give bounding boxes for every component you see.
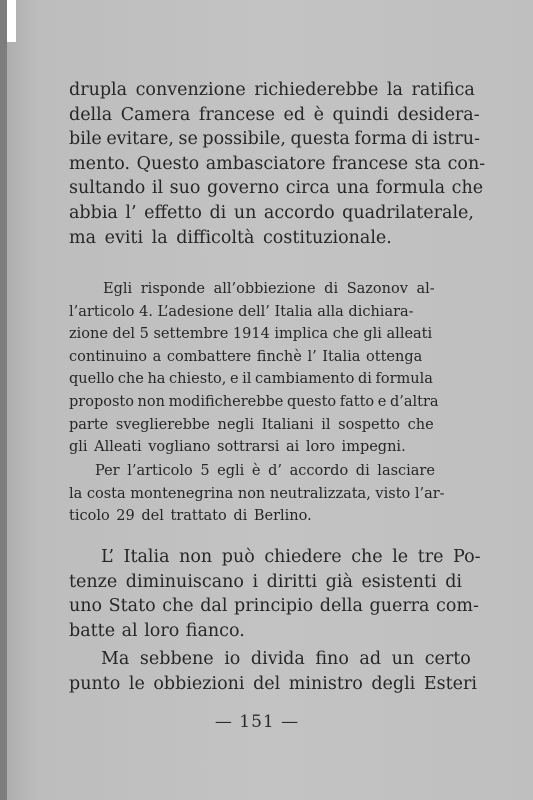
text-line: l’articolo 4. L’adesione dell’ Italia alla dichiara-	[69, 303, 414, 320]
text-line: Ma sebbene io divida fino ad un certo	[101, 649, 471, 669]
text-line: sultando il suo governo circa una formula che	[69, 178, 484, 199]
text-line: proposto non modificherebbe questo fatto e d’altra	[69, 393, 439, 410]
text-line: gli Alleati vogliano sottrarsi ai loro impegni.	[69, 439, 406, 456]
text-line: punto le obbiezioni del ministro degli Esteri	[69, 673, 477, 694]
text-line: Egli risponde all’obbiezione di Sazonov al-	[103, 281, 435, 297]
text-line: drupla convenzione richiederebbe la ratifica	[69, 80, 475, 100]
paragraph-5	[69, 647, 477, 696]
text-line: parte sveglierebbe negli Italiani il sospetto che	[69, 416, 434, 433]
text-line: batte al loro fianco.	[69, 620, 245, 641]
text-line: mento. Questo ambasciatore francese sta con-	[69, 153, 486, 174]
text-line: tenze diminuiscano i diritti già esistenti di	[69, 571, 463, 592]
text-line: uno Stato che dal principio della guerra com-	[69, 596, 479, 617]
text-line: bile evitare, se possibile, questa forma di istru-	[69, 129, 480, 150]
text-line: la costa montenegrina non neutralizzata, visto l’ar-	[69, 485, 445, 502]
text-line: zione del 5 settembre 1914 implica che gli alleati	[69, 326, 433, 343]
text-line: della Camera francese ed è quindi desidera-	[69, 104, 480, 125]
text-line: abbia l’ effetto di un accordo quadrilaterale,	[69, 202, 474, 223]
text-line: ma eviti la difficoltà costituzionale.	[69, 227, 392, 248]
paragraph-3	[69, 460, 453, 528]
text-line: L’ Italia non può chiedere che le tre Po-	[101, 547, 481, 567]
text-line: ticolo 29 del trattato di Berlino.	[69, 508, 312, 525]
text-line: quello che ha chiesto, e il cambiamento di formula	[69, 371, 433, 388]
text-line: continuino a combattere finchè l’ Italia ottenga	[69, 348, 423, 365]
page-number: — 151 —	[214, 712, 300, 732]
text-line: Per l’articolo 5 egli è d’ accordo di lasciare	[95, 463, 435, 479]
book-page	[7, 0, 533, 800]
paragraph-4	[69, 545, 481, 643]
scan-corner-mark	[7, 0, 16, 42]
paragraph-1	[69, 78, 486, 250]
paragraph-2	[69, 278, 453, 459]
